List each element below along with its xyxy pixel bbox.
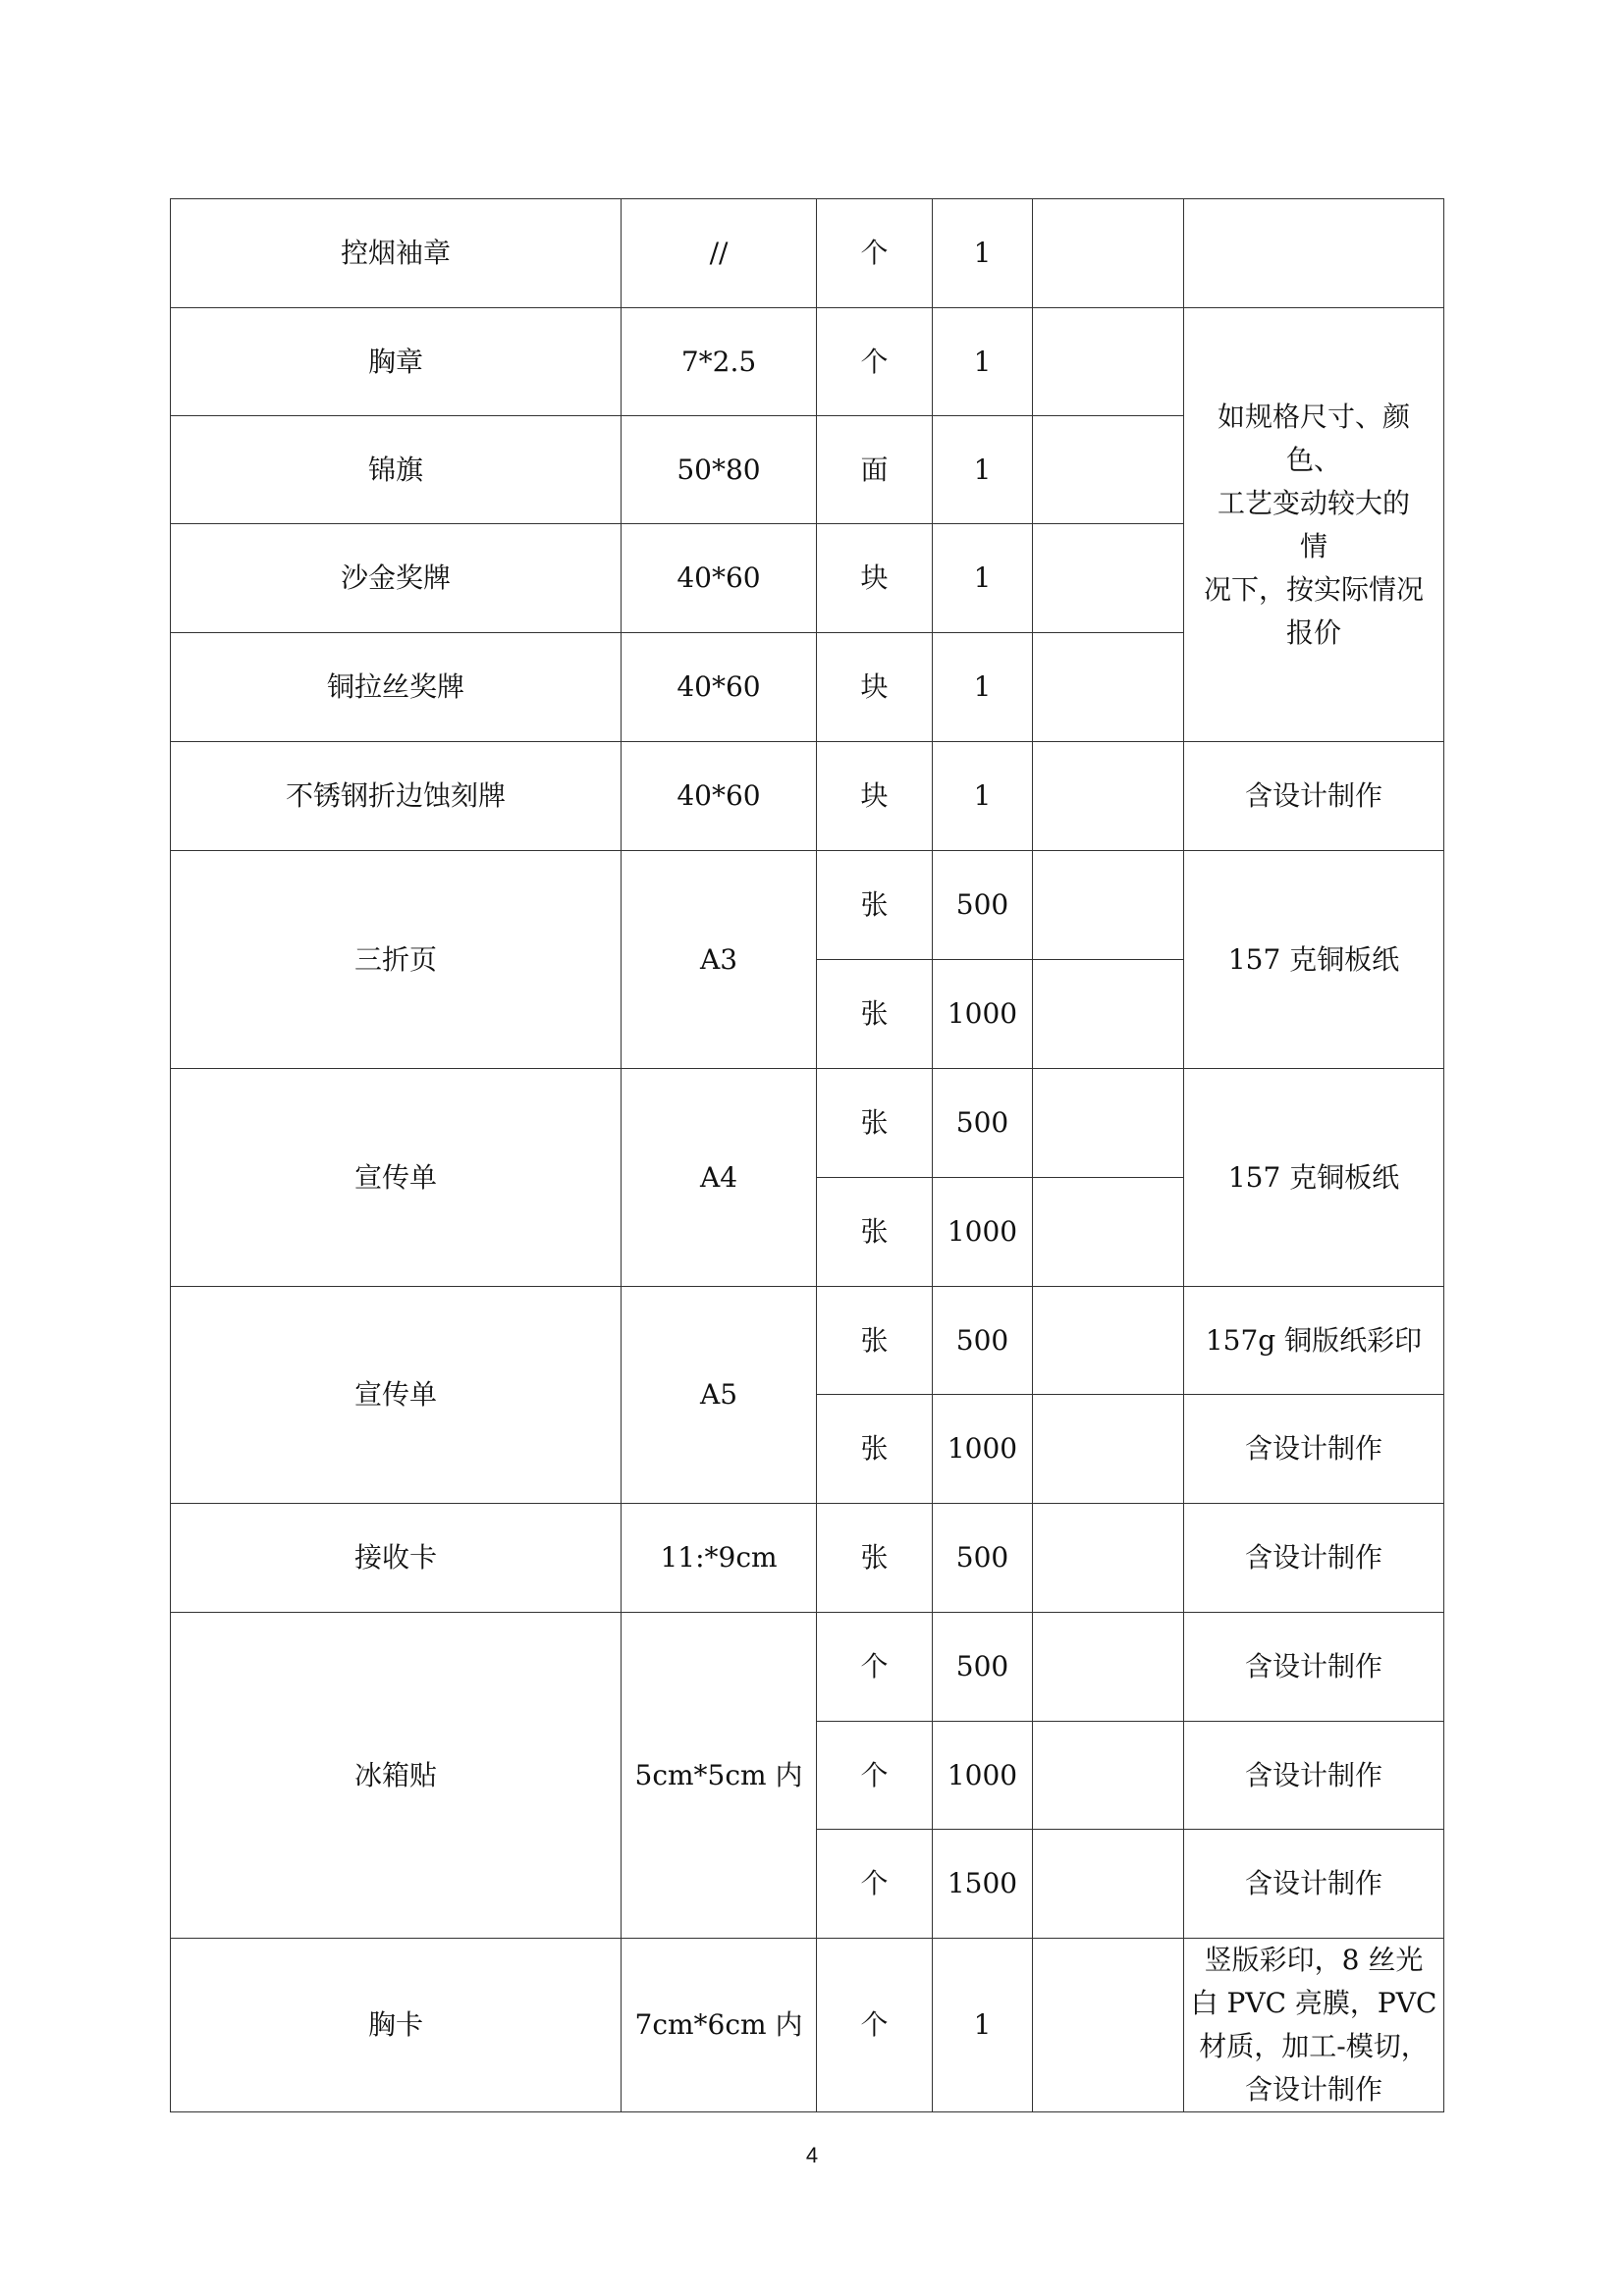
unit-price-cell [1033, 1830, 1184, 1939]
remark-line: 竖版彩印，8 丝光 [1204, 1944, 1424, 1976]
item-unit: 张 [817, 1504, 933, 1613]
item-unit: 面 [817, 416, 933, 524]
item-unit: 张 [817, 960, 933, 1069]
merged-remark [1184, 308, 1444, 742]
remark-cell: 含设计制作 [1184, 1395, 1444, 1504]
item-qty: 1 [933, 199, 1033, 308]
remark-cell: 含设计制作 [1184, 742, 1444, 851]
item-qty: 1000 [933, 960, 1033, 1069]
unit-price-cell [1033, 1287, 1184, 1395]
table-row [171, 1939, 1444, 2112]
remark-line: 含设计制作 [1244, 2073, 1382, 2106]
item-unit: 张 [817, 1069, 933, 1178]
item-qty: 500 [933, 1504, 1033, 1613]
item-spec: 40*60 [622, 742, 817, 851]
item-spec: // [622, 199, 817, 308]
table-row [171, 1504, 1444, 1613]
remark-cell: 157 克铜板纸 [1184, 851, 1444, 1069]
item-qty: 1 [933, 633, 1033, 742]
unit-price-cell [1033, 416, 1184, 524]
item-unit: 个 [817, 1830, 933, 1939]
item-qty: 1 [933, 308, 1033, 416]
item-qty: 1 [933, 524, 1033, 633]
page-number: 4 [805, 2143, 819, 2167]
remark-cell [1184, 1939, 1444, 2112]
remark-cell: 含设计制作 [1184, 1830, 1444, 1939]
item-unit: 个 [817, 308, 933, 416]
item-unit: 张 [817, 1395, 933, 1504]
table-row [171, 1613, 1444, 1722]
remark-cell: 157g 铜版纸彩印 [1184, 1287, 1444, 1395]
remark-line: 色、 [1285, 443, 1341, 476]
remark-line: 报价 [1285, 615, 1341, 649]
remark-line: 材质，加工-模切， [1199, 2030, 1429, 2062]
item-unit: 张 [817, 851, 933, 960]
item-unit: 个 [817, 1613, 933, 1722]
item-qty: 500 [933, 1287, 1033, 1395]
item-unit: 个 [817, 1722, 933, 1830]
item-qty: 1 [933, 416, 1033, 524]
item-spec: 11:*9cm [622, 1504, 817, 1613]
item-qty: 1000 [933, 1178, 1033, 1287]
unit-price-cell [1033, 1504, 1184, 1613]
item-qty: 1000 [933, 1722, 1033, 1830]
item-unit: 块 [817, 633, 933, 742]
remark-line: 白 PVC 亮膜，PVC [1190, 1987, 1437, 2019]
item-qty: 1 [933, 742, 1033, 851]
unit-price-cell [1033, 633, 1184, 742]
unit-price-cell [1033, 308, 1184, 416]
remark-line: 如规格尺寸、颜 [1217, 400, 1410, 433]
item-qty: 500 [933, 1613, 1033, 1722]
unit-price-cell [1033, 1069, 1184, 1178]
remark-cell: 157 克铜板纸 [1184, 1069, 1444, 1287]
table-row [171, 199, 1444, 308]
item-spec: A5 [622, 1287, 817, 1504]
table-row [171, 1287, 1444, 1395]
remark-cell: 含设计制作 [1184, 1504, 1444, 1613]
remark-cell [1184, 199, 1444, 308]
item-name: 不锈钢折边蚀刻牌 [171, 742, 622, 851]
item-unit: 个 [817, 1939, 933, 2112]
remark-line: 工艺变动较大的 [1217, 486, 1410, 519]
table-row [171, 851, 1444, 960]
item-name: 胸卡 [171, 1939, 622, 2112]
unit-price-cell [1033, 199, 1184, 308]
remark-cell: 含设计制作 [1184, 1722, 1444, 1830]
item-qty: 500 [933, 851, 1033, 960]
item-unit: 张 [817, 1287, 933, 1395]
item-name: 沙金奖牌 [171, 524, 622, 633]
item-name: 三折页 [171, 851, 622, 1069]
item-unit: 块 [817, 524, 933, 633]
unit-price-cell [1033, 960, 1184, 1069]
table-row [171, 742, 1444, 851]
unit-price-cell [1033, 1178, 1184, 1287]
item-name: 接收卡 [171, 1504, 622, 1613]
item-name: 冰箱贴 [171, 1613, 622, 1939]
item-name: 锦旗 [171, 416, 622, 524]
item-qty: 1000 [933, 1395, 1033, 1504]
unit-price-cell [1033, 1395, 1184, 1504]
item-name: 胸章 [171, 308, 622, 416]
item-spec: 40*60 [622, 524, 817, 633]
item-spec: 40*60 [622, 633, 817, 742]
item-spec: A4 [622, 1069, 817, 1287]
unit-price-cell [1033, 742, 1184, 851]
item-name: 控烟袖章 [171, 199, 622, 308]
unit-price-cell [1033, 851, 1184, 960]
item-spec: 7cm*6cm 内 [622, 1939, 817, 2112]
item-spec: 50*80 [622, 416, 817, 524]
unit-price-cell [1033, 524, 1184, 633]
quotation-table [170, 198, 1444, 2112]
unit-price-cell [1033, 1613, 1184, 1722]
item-name: 宣传单 [171, 1287, 622, 1504]
remark-line: 情 [1299, 529, 1327, 562]
table-row [171, 308, 1444, 416]
item-spec: A3 [622, 851, 817, 1069]
remark-line: 况下，按实际情况 [1203, 572, 1424, 606]
item-unit: 个 [817, 199, 933, 308]
item-qty: 1500 [933, 1830, 1033, 1939]
item-qty: 500 [933, 1069, 1033, 1178]
item-spec: 7*2.5 [622, 308, 817, 416]
item-unit: 张 [817, 1178, 933, 1287]
unit-price-cell [1033, 1939, 1184, 2112]
item-spec: 5cm*5cm 内 [622, 1613, 817, 1939]
item-name: 铜拉丝奖牌 [171, 633, 622, 742]
unit-price-cell [1033, 1722, 1184, 1830]
item-unit: 块 [817, 742, 933, 851]
remark-cell: 含设计制作 [1184, 1613, 1444, 1722]
table-row [171, 1069, 1444, 1178]
item-qty: 1 [933, 1939, 1033, 2112]
item-name: 宣传单 [171, 1069, 622, 1287]
